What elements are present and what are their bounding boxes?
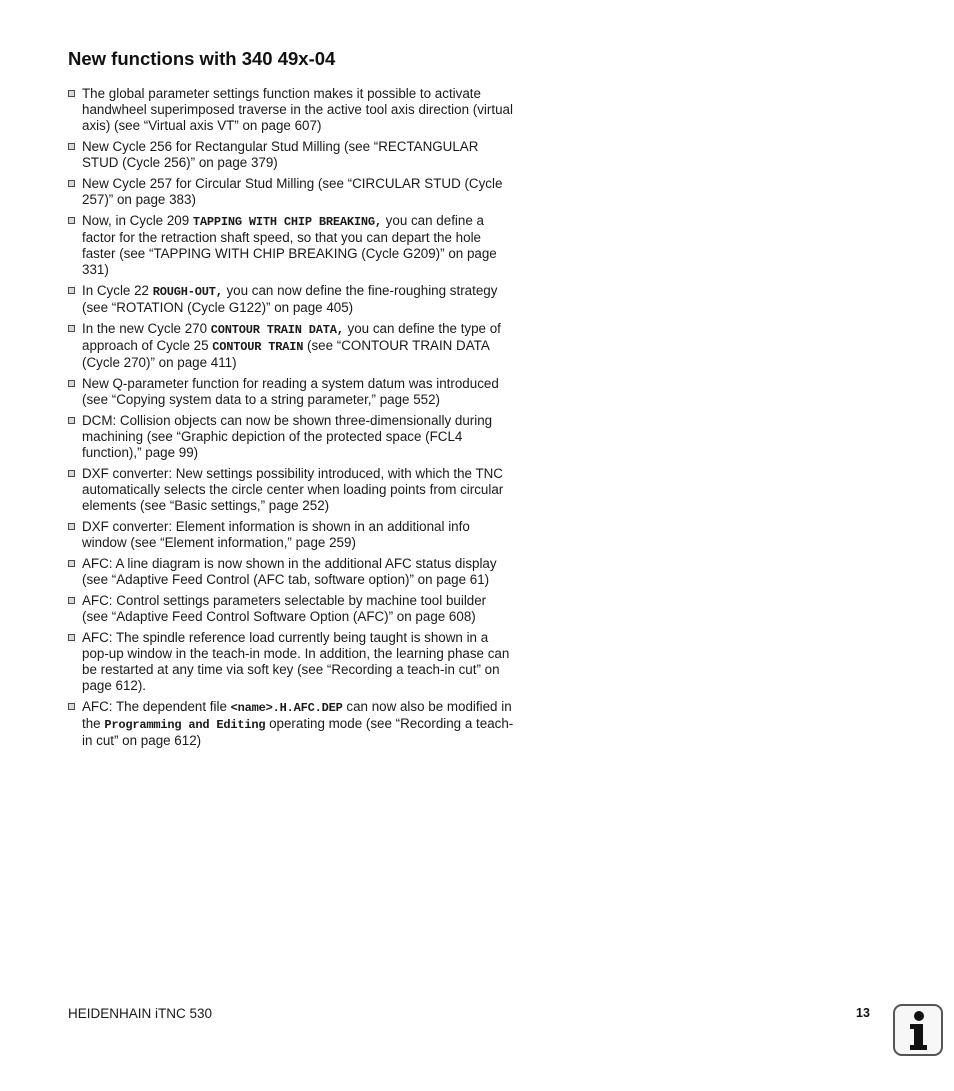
- square-bullet-icon: [68, 180, 75, 187]
- text-segment: you can define the type of approach of Cycle 25: [82, 321, 501, 353]
- feature-list: [68, 86, 514, 754]
- list-item: [68, 466, 514, 514]
- info-icon: [893, 1004, 943, 1056]
- list-item: [68, 321, 514, 371]
- square-bullet-icon: [68, 560, 75, 567]
- page-number: 13: [856, 1006, 870, 1020]
- square-bullet-icon: [68, 325, 75, 332]
- text-segment: AFC: A line diagram is now shown in the additional AFC status display (see “Adaptive Feed Control (AFC tab, software option)” on page 61): [82, 556, 497, 587]
- text-segment: (see “CONTOUR TRAIN DATA (Cycle 270)” on page 411): [82, 338, 490, 370]
- list-item: [68, 593, 514, 625]
- square-bullet-icon: [68, 287, 75, 294]
- square-bullet-icon: [68, 523, 75, 530]
- text-segment: Now, in Cycle 209: [82, 213, 193, 228]
- list-item-text: [82, 86, 513, 133]
- text-segment: In the new Cycle 270: [82, 321, 211, 336]
- code-term: TAPPING WITH CHIP BREAKING,: [192, 215, 382, 229]
- square-bullet-icon: [68, 597, 75, 604]
- text-segment: you can define a factor for the retraction shaft speed, so that you can depart the hole faster (see “TAPPING WITH CHIP BREAKING (Cycle G209)” on page 331): [82, 213, 497, 277]
- text-segment: New Cycle 256 for Rectangular Stud Milling (see “RECTANGULAR STUD (Cycle 256)” on page 379): [82, 139, 479, 170]
- text-segment: operating mode (see “Recording a teach-in cut” on page 612): [82, 716, 514, 748]
- square-bullet-icon: [68, 417, 75, 424]
- code-term: Programming and Editing: [104, 718, 266, 732]
- list-item: [68, 630, 514, 694]
- list-item-text: [82, 519, 470, 550]
- list-item: [68, 556, 514, 588]
- text-segment: The global parameter settings function makes it possible to activate handwheel superimposed traverse in the active tool axis direction (virtual axis) (see “Virtual axis VT” on page 607): [82, 86, 513, 133]
- text-segment: New Cycle 257 for Circular Stud Milling (see “CIRCULAR STUD (Cycle 257)” on page 383): [82, 176, 503, 207]
- text-segment: AFC: The spindle reference load currently being taught is shown in a pop-up window in the teach-in mode. In addition, the learning phase can be restarted at any time via soft key (see “Recording a teach-in cut” on page 612).: [82, 630, 510, 693]
- text-segment: DXF converter: New settings possibility introduced, with which the TNC automatically selects the circle center when loading points from circular elements (see “Basic settings,” page 252): [82, 466, 504, 513]
- list-item: [68, 699, 514, 749]
- square-bullet-icon: [68, 90, 75, 97]
- list-item-text: [82, 283, 497, 315]
- list-item: [68, 139, 514, 171]
- text-segment: In Cycle 22: [82, 283, 153, 298]
- list-item: [68, 376, 514, 408]
- list-item-text: [82, 630, 509, 693]
- list-item: [68, 86, 514, 134]
- square-bullet-icon: [68, 703, 75, 710]
- square-bullet-icon: [68, 380, 75, 387]
- list-item-text: [82, 593, 486, 624]
- list-item-text: [82, 213, 497, 277]
- square-bullet-icon: [68, 470, 75, 477]
- square-bullet-icon: [68, 143, 75, 150]
- code-term: ROUGH-OUT,: [152, 285, 223, 299]
- text-segment: DCM: Collision objects can now be shown three-dimensionally during machining (see “Graphic depiction of the protected space (FCL4 function),” page 99): [82, 413, 493, 460]
- list-item-text: [82, 376, 499, 407]
- list-item: [68, 176, 514, 208]
- list-item: [68, 519, 514, 551]
- section-heading: New functions with 340 49x-04: [68, 48, 336, 69]
- list-item: [68, 213, 514, 278]
- list-item-text: [82, 321, 501, 370]
- list-item-text: [82, 699, 513, 748]
- list-item-text: [82, 139, 478, 170]
- text-segment: AFC: The dependent file: [82, 699, 231, 714]
- text-segment: DXF converter: Element information is shown in an additional info window (see “Element information,” page 259): [82, 519, 470, 550]
- text-segment: can now also be modified in the: [82, 699, 512, 731]
- list-item-text: [82, 413, 492, 460]
- list-item: [68, 413, 514, 461]
- manual-title: HEIDENHAIN iTNC 530: [68, 1006, 213, 1021]
- code-term: <name>.H.AFC.DEP: [230, 701, 343, 715]
- text-segment: AFC: Control settings parameters selectable by machine tool builder (see “Adaptive Feed Control Software Option (AFC)” on page 608): [82, 593, 487, 624]
- list-item-text: [82, 466, 503, 513]
- text-segment: you can now define the fine-roughing strategy (see “ROTATION (Cycle G122)” on page 405): [82, 283, 498, 315]
- list-item-text: [82, 176, 502, 207]
- square-bullet-icon: [68, 634, 75, 641]
- code-term: CONTOUR TRAIN: [212, 340, 304, 354]
- square-bullet-icon: [68, 217, 75, 224]
- list-item: [68, 283, 514, 316]
- text-segment: New Q-parameter function for reading a system datum was introduced (see “Copying system data to a string parameter,” page 552): [82, 376, 499, 407]
- code-term: CONTOUR TRAIN DATA,: [210, 323, 344, 337]
- list-item-text: [82, 556, 497, 587]
